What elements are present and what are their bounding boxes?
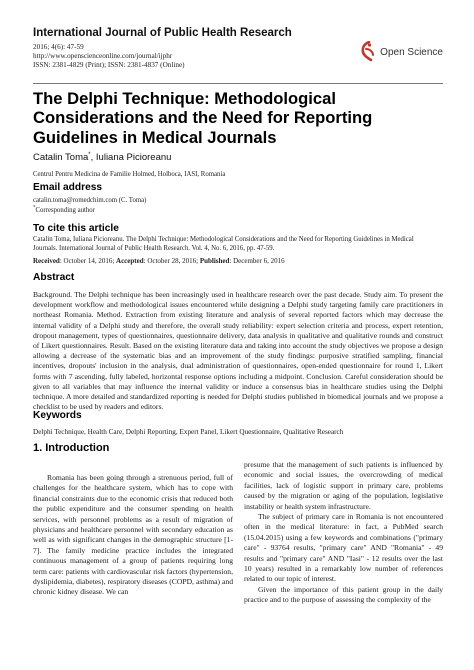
citation-line: Journals. International Journal of Public Health Research. Vol. 4, No. 6, 2016, pp. 47-59. <box>33 245 275 252</box>
author-name[interactable]: Iuliana Picioreanu <box>95 152 172 163</box>
affiliation: Centrul Pentru Medicina de Familie Holmed, Holboca, IASI, Romania <box>33 171 226 178</box>
citation-line: Catalin Toma, Iuliana Picioreanu. The Delphi Technique: Methodological Considerations and the Need for Reporting Guidelines in Medical <box>33 236 414 243</box>
email-heading: Email address <box>33 182 103 193</box>
journal-header <box>33 27 443 82</box>
accepted-label: Accepted <box>116 257 144 265</box>
intro-paragraph: Romania has been going through a strenuous period, full of challenges for the healthcare system, which has to cope with financial constraints due to the economic crisis that reduced both the public expenditure and the consumer spending on health services, with personnel problems as a result of migration of physicians and healthcare personnel with secondary education as well as with significant changes in the demographic structure [1-7]. The family medicine practice includes the integrated continuous management of a group of patients requiring long term care: patients with cardiovascular risk factors (hypertension, dyslipidemia, diabetes), respiratory diseases (COPD, asthma) and chronic kidney disease. We can <box>33 473 233 597</box>
intro-paragraph: The subject of primary care in Romania is not encountered often in the medical literature: in fact, a PubMed search (15.04.2015) using a few keywords and combinations ("primary care" - 93764 results, "primary care" AND "Romania" - 49 results and "primary care" AND "Iasi" - 12 results over the last 10 years) resulted in a remarkably low number of references related to our topic of interest. <box>244 512 443 584</box>
intro-paragraph-continued: presume that the management of such patients is influenced by economic and social issues, the overcrowding of medical facilities, lack of logistic support in primary care, problems caused by the migration or aging of the population, legislative instability or health system infrastructure. <box>244 460 443 511</box>
author-separator: , <box>90 152 96 163</box>
received-date: : October 14, 2016; <box>59 257 117 265</box>
issue-info: 2016; 4(6): 47-59 <box>33 43 84 51</box>
left-column <box>33 473 233 598</box>
corresponding-author-note <box>33 207 95 214</box>
author-name[interactable]: Catalin Toma <box>33 152 89 163</box>
logo-text: Open Science <box>380 46 443 58</box>
open-science-logo[interactable] <box>360 41 443 63</box>
keywords-heading: Keywords <box>33 410 82 421</box>
published-date: : December 6, 2016 <box>229 257 285 265</box>
intro-paragraph: Given the importance of this patient group in the daily practice and to the purpose of assessing the complexity of the <box>244 584 443 605</box>
abstract-text: Background. The Delphi technique has been increasingly used in healthcare research over the past decade. Study aim. To present the development workflow and methodological issues encountered while designing a Delphi study targeting family care practitioners in northeast Romania. Method. Extraction from existing literature and analysis of several reported factors which may decrease the internal validity of a Delphi study and therefore, the overall study reliability: expert selection criteria and process, expert retention, dropout management, types of questionnaires, questionnaire delivery, data analysis in qualitative and qualitative rounds and construct of Likert questionnaires. Result. Based on the existing literature data and taking into account the study objectives we propose a design allowing a decrease of the systematic bias and an improvement of the study findings: purposive stratified sampling, financial incentives, dropouts' inclusion in the analysis, dual administration of questionnaires, open-ended questionnaire for round 1, Likert forms with 7 ascending, fully labeled, horizontal response options including a midpoint. Conclusion. Careful consideration should be given to all variables that may influence the internal validity or induce a consensus bias in healthcare studies using the Delphi technique. A more detailed and standardized reporting is needed for Delphi studies published in biomedical journals and we propose a checklist to be used by readers and editors. <box>33 290 443 412</box>
issn-info: ISSN: 2381-4829 (Print); ISSN: 2381-4837 (Online) <box>33 61 185 69</box>
journal-title: International Journal of Public Health Research <box>33 27 292 39</box>
published-label: Published <box>199 257 230 265</box>
article-title: The Delphi Technique: Methodological Considerations and the Need for Reporting Guidelines in Medical Journals <box>33 89 373 147</box>
corresponding-note-text: Corresponding author <box>35 207 95 214</box>
author-line <box>33 152 171 163</box>
header-divider <box>33 83 443 84</box>
cite-heading: To cite this article <box>33 223 119 234</box>
article-dates <box>33 257 285 265</box>
corresponding-mark: * <box>33 205 36 211</box>
received-label: Received <box>33 257 60 265</box>
keywords-text: Delphi Technique, Health Care, Delphi Reporting, Expert Panel, Likert Questionnaire, Qualitative Research <box>33 428 344 436</box>
abstract-heading: Abstract <box>33 272 75 283</box>
email-address[interactable]: catalin.toma@romedchim.com (C. Toma) <box>33 197 147 204</box>
right-column <box>244 460 443 606</box>
corresponding-mark: * <box>88 151 91 158</box>
open-science-logo-icon <box>360 41 376 63</box>
accepted-date: : October 28, 2016; <box>143 257 200 265</box>
introduction-heading: 1. Introduction <box>33 442 110 454</box>
journal-url[interactable]: http://www.openscienceonline.com/journal/ijphr <box>33 52 173 60</box>
